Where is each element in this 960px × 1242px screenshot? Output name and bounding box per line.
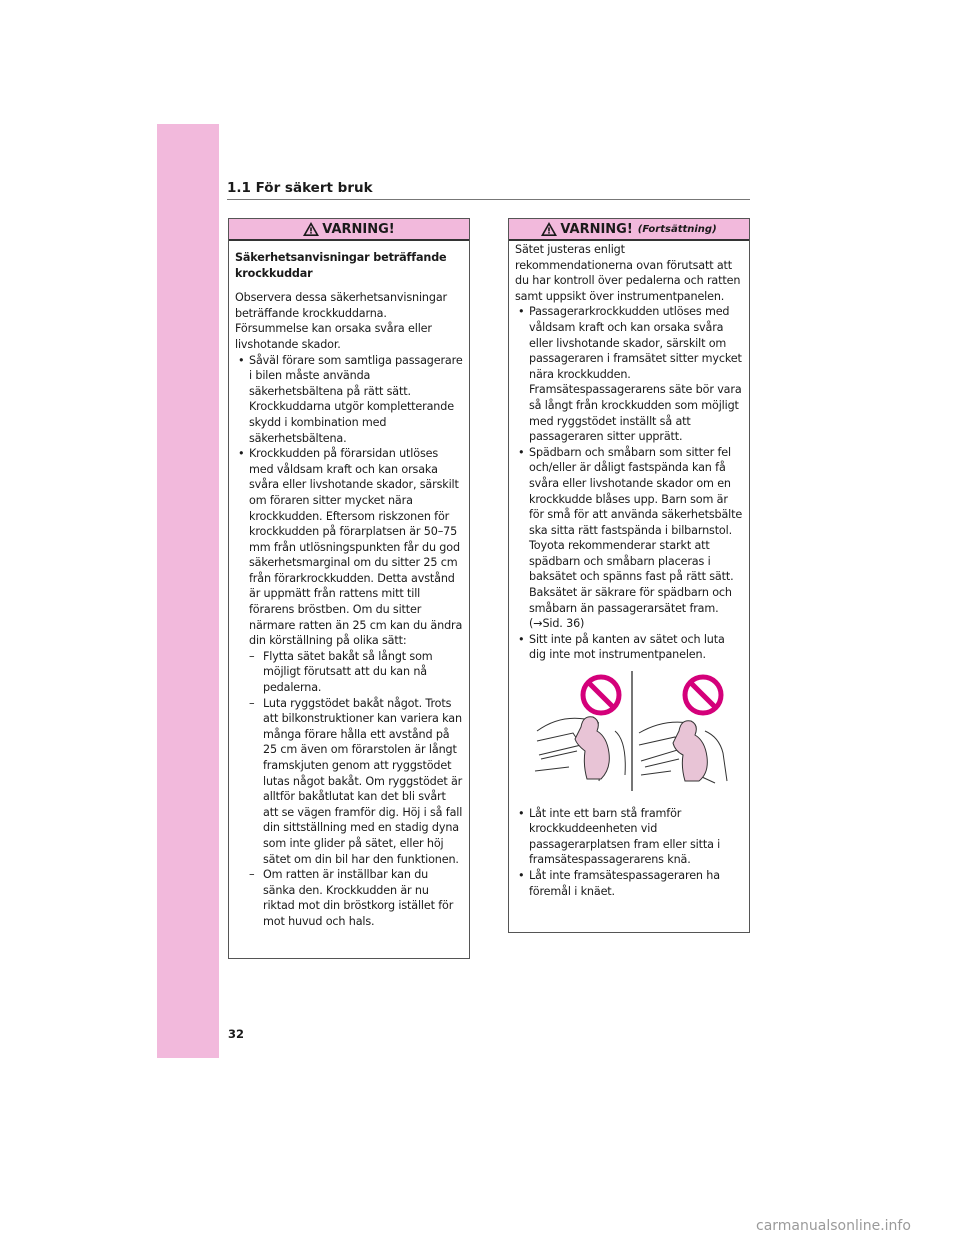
warning-intro: Observera dessa säkerhetsanvisningar beträffande krockkuddarna. Försummelse kan orsaka svåra eller livshotande skador. [235, 291, 447, 351]
bullet-item: • Krockkudden på förarsidan utlöses med våldsam kraft och kan orsaka svåra eller livshotande skador, särskilt om föraren sitter mycket nära krockkudden. Eftersom riskzonen för krockkudden på förarplatsen är 50–75 mm från utlösningspunkten får du god säkerhetsmarginal om du sitter 25 cm från förarkrockkudden. Detta avstånd är uppmätt från rattens mitt till förarens bröstben. Om du sitter närmare ratten än 25 cm kan du ändra din körställning på olika sätt: [235, 446, 463, 649]
continuation-label: (Fortsättning) [637, 223, 717, 235]
warning-header [509, 219, 749, 241]
bullet-item: • Sitt inte på kanten av sätet och luta dig inte mot instrumentpanelen. [515, 632, 743, 663]
bullet-item: • Låt inte framsätespassageraren ha föremål i knäet. [515, 868, 743, 899]
dash-item: – Flytta sätet bakåt så långt som möjligt förutsatt att du kan nå pedalerna. [235, 649, 463, 696]
prohibition-icon [685, 677, 721, 713]
warning-header [229, 219, 469, 241]
warning-title: VARNING! [560, 221, 633, 237]
warning-triangle-icon [303, 222, 319, 236]
watermark: carmanualsonline.info [756, 1218, 911, 1234]
warning-intro: Sätet justeras enligt rekommendationerna ovan förutsatt att du har kontroll över pedalerna och ratten samt uppsikt över instrumentpanelen. [515, 243, 741, 303]
bullet-item: • Spädbarn och småbarn som sitter fel och/eller är dåligt fastspända kan få svåra eller livshotande skador om en krockkudde blåses upp. Barn som är för små för att använda säkerhetsbälte ska sitta rätt fastspända i bilbarnstol. Toyota rekommenderar starkt att spädbarn och småbarn placeras i baksätet och spänns fast på rätt sätt. Baksätet är säkrare för spädbarn och småbarn än passagerarsätet fram. (→Sid. 36) [515, 445, 743, 632]
section-divider [227, 199, 750, 200]
bullet-item: • Låt inte ett barn stå framför krockkuddeenheten vid passagerarplatsen fram eller sitta i framsätespassagerarens knä. [515, 806, 743, 868]
bullet-item: • Passagerarkrockkudden utlöses med våldsam kraft och kan orsaka svåra eller livshotande skador, särskilt om passageraren i framsätet sitter mycket nära krockkudden. Framsätespassagerarens säte bör vara så långt från krockkudden som möjligt med ryggstödet inställt så att passageraren sitter upprätt. [515, 304, 743, 444]
warning-box-right [508, 218, 750, 933]
dash-item: – Luta ryggstödet bakåt något. Trots att bilkonstruktioner kan variera kan många förare hålla ett avstånd på 25 cm även om förarstolen är långt framskjuten genom att ryggstödet lutas något bakåt. Om ryggstödet är alltför bakåtlutat kan det bli svårt att se vägen framför dig. Höj i så fall din sittställning med en stadig dyna som inte glider på sätet, eller höj sätet om din bil har den funktionen. [235, 696, 463, 868]
bullet-item: • Såväl förare som samtliga passagerare i bilen måste använda säkerhetsbältena på rätt sätt. Krockkuddarna utgör kompletterande skydd i kombination med säkerhetsbältena. [235, 353, 463, 447]
warning-subtitle: Säkerhetsanvisningar beträffande krockkuddar [235, 251, 447, 280]
warning-triangle-icon [541, 222, 557, 236]
warning-title: VARNING! [322, 221, 395, 237]
warning-box-left [228, 218, 470, 959]
page-number: 32 [228, 1027, 245, 1041]
airbag-prohibited-positions-illustration [529, 671, 735, 791]
prohibition-icon [583, 677, 619, 713]
side-color-tab [157, 124, 219, 1058]
section-header: 1.1 För säkert bruk [227, 180, 373, 196]
dash-item: – Om ratten är inställbar kan du sänka den. Krockkudden är nu riktad mot din bröstkorg istället för mot huvud och hals. [235, 867, 463, 929]
